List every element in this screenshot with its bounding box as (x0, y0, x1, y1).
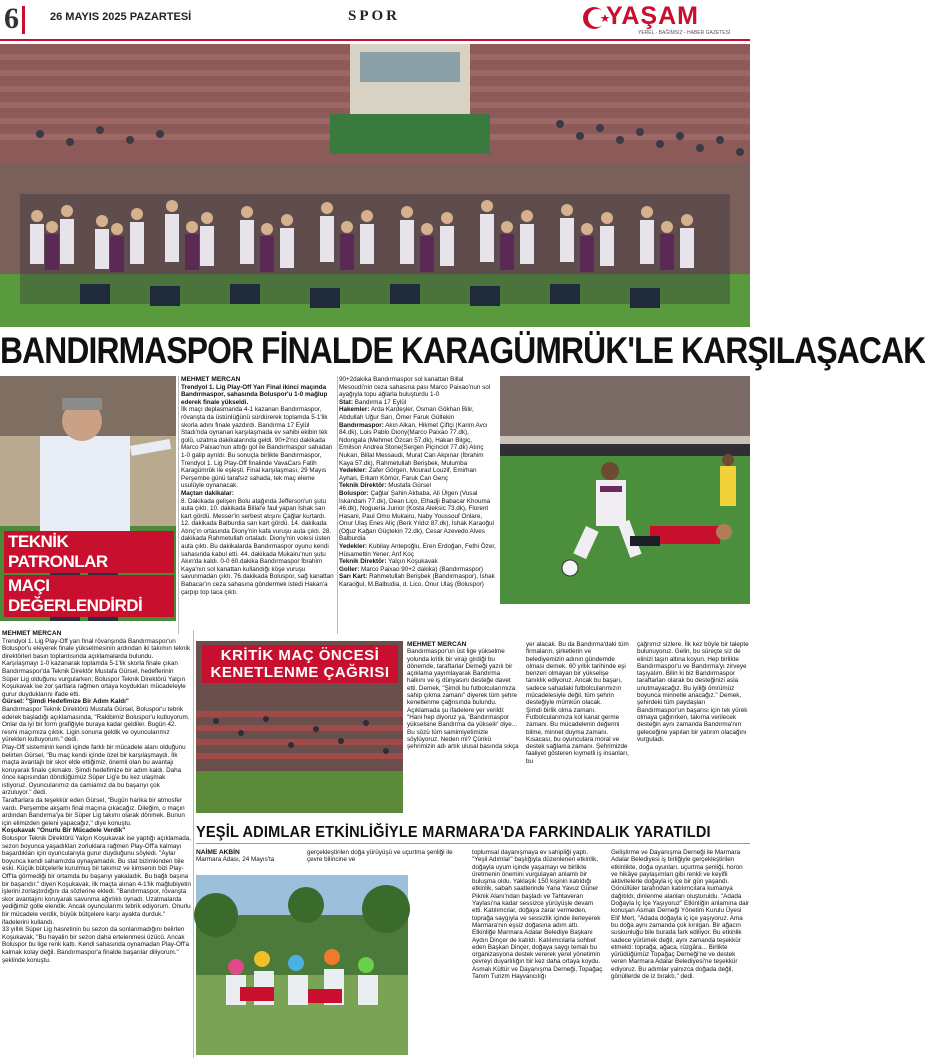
issue-date: 26 MAYIS 2025 PAZARTESİ (50, 11, 192, 23)
lineup-referees: Hakemler: Arda Kardeşler, Osman Gökhan Bilir, Abdullah Uğur Sarı, Ömer Faruk Gültekin (339, 406, 474, 421)
main-article-col-1 (181, 376, 335, 634)
column-divider (193, 630, 194, 1058)
coach-photo-caption (4, 529, 174, 617)
coach-caption-line-1: TEKNİK PATRONLAR (4, 531, 174, 573)
coach-body-5: Boluspor Teknik Direktörü Yalçın Koşukavak ise yaptığı açıklamada, sezon boyunca yaşadıkları zorluklara rağmen Play-Off'a kalmayı başardıkları için oyuncularıyla gurur duyduğunu söyledi. "Aylar boyunca kendi sahamızda oynayamadık. Bu stat bizimkinden bile eski. Küçük bütçelerle kurulmuş bir takımız ve kimsenin bizi Play-Off'ta görmediği bir ortamda bu başarıyı yakaladık. Bu bağlı başına bir başarıdır." diyen Koşukavak, ilk maçta alınan 4-1'lik mağlubiyetin işlerini zorlaştırdığını da sözlerine ekledi. "Bandırmaspor, rövanşta skor avantajını koruyarak savunma ağırlıklı oynadı. Uzatmalarda yediğimiz golle elendik. Ancak oyuncularımı tebrik ediyorum. Onurlu bir mücadele verdik, büyük bütçelere karşı ayakta durduk." ifadelerini kullandı. (2, 835, 192, 926)
header-rule (0, 39, 750, 41)
stadium-crowd-illustration (0, 44, 750, 327)
marmara-col-3 (611, 849, 750, 1057)
marmara-byline: NAİME AKBİN (196, 849, 240, 856)
lineup-stat: Stat: Bandırma 17 Eylül (339, 398, 407, 406)
coach-body-2: Bandırmaspor Teknik Direktörü Mustafa Gürsel, Boluspor'u tebrik ederek başladığı açıklamasında, "Rakibimiz Boluspor'u kutluyorum. Onlar da iyi bir form grafiğiyle buraya kadar geldiler. Bugün 42. resmi maçımıza çıktık. Ligin sonuna geldik ve oyuncularımız yürekten kutluyorum." dedi. (2, 705, 190, 744)
coach-article-column (2, 630, 191, 1058)
coach-body-1: Trendyol 1. Lig Play-Off yarı final rövanşında Bandırmaspor'un Boluspor'u eleyerek finale yükselmesinin ardından iki takımın teknik direktörleri basın toplantısında açıklamalarda bulundu. Karşılaşmayı 1-0 kazanarak toplamda 5-1'lik skorla finale çıkan Bandırmaspor'da Teknik Direktör Mustafa Gürsel, hedeflerinin Süper Lig olduğunu vurgularken; Boluspor Teknik Direktörü Yalçın Koşukavak ise zor şartlara rağmen ortaya koydukları mücadeleyle gurur duyduklarını ifade etti. (2, 637, 191, 698)
marmara-headline: YEŞİL ADIMLAR ETKİNLİĞİYLE MARMARA'DA FARKINDALIK YARATILDI (196, 824, 711, 841)
lineup-reserves-home: Yedekler: Zafer Görgen, Mourad Louzif, Emirhan Ayhan, Erkam Kömür, Faruk Can Genç (339, 467, 477, 482)
supporters-call-title: KRİTİK MAÇ ÖNCESİ KENETLENME ÇAĞRISI (202, 645, 398, 683)
marmara-intro (307, 849, 467, 873)
coach-photo (0, 376, 176, 621)
coach-subhead-1: Gürsel: "Şimdi Hedefimize Bir Adım Kaldı" (2, 698, 129, 706)
supporters-call-box (196, 641, 403, 813)
lineup-yellow-cards: Sarı Kart: Rahmetullah Berişbek (Bandırmaspor), İshak Karaoğul, M.Balbudia, d. Lico, Onur Ulaş (Boluspor) (339, 573, 495, 589)
coach-body-4: Taraftarlara da teşekkür eden Gürsel, "Bugün harika bir atmosfer vardı. Perşembe akşamı final maçına çıkacağız. Dileğim, o maçın ardından Bandırma'ya bir Süper Lig takımı olarak dönmek. Bunun için elimizden geleni yapacağız," diye konuştu. (2, 797, 185, 827)
supporters-body-1: Bandırmaspor'un üst lige yükselme yolunda kritik bir virajı girdiği bu dönemde, taraftarlar Demeği yazılı bir açıklama yayımlayarak Bandırma halkını ve iş dünyasını desteğe davet etti. Demek, "Şimdi bu futbolcularımıza sahip çıkma zamanı" diyerek tüm şehre kenetlenme çağrısında bulundu. Açıklamada şu ifadelere yer verildi: "Hani hep diyoruz ya, 'Bandırmaspor yükselsine Bandırma da yükselir' diye... Bu sözü tüm samimiyetimizle söylüyoruz. Neden mi? Çünkü şehrimizin adı artık ulusal basında sıkça (407, 648, 519, 751)
match-action-photo (500, 376, 750, 604)
coach-caption-line-2: MAÇI DEĞERLENDİRDİ (4, 575, 174, 617)
logo-text: YAŞAM (606, 2, 699, 30)
newspaper-logo[interactable] (578, 0, 746, 36)
lineup-goals: Goller: Marco Paixao 90+2 dakika) (Bandırmaspor) (339, 565, 484, 573)
lineup-bandirmaspor: Bandırmaspor: Akın Alkan, Hikmet Çiftçi (Karim Avcı 84.dk), Lois Pablo Diony(Marco Paixao 77.dk), Ndongala (Mehmet Özcan 57.dk), Hakan Bilgiç, Emilson Andrea Stone(Sergen Piçinciol 77.dk) Atınç Nukan, Billal Messaudi, Murat Can Akpınar (İbrahim Kaya 57.dk), Rahmetullah Berişbek, Mulumba (339, 421, 488, 467)
marmara-rule (196, 843, 750, 844)
supporters-col-2 (526, 641, 630, 813)
supporters-byline: MEHMET MERCAN (407, 641, 467, 648)
lineup-coach-home: Teknik Direktör: Mustafa Gürsel (339, 482, 431, 490)
logo-tagline: YEREL - BAĞIMSIZ - HABER GAZETESİ (638, 30, 731, 36)
supporters-body-3: Şimdi birlik olma zamanı. Futbolcularımıza kol kanat germe zamanı. Bu mücadelenin değerini bilme, minnet duyma zamanı. Kısacası, bu oyunculara moral ve destek sağlama zamanı. Şehrimizde faaliyet gösteren kıymetli iş insanları, bu (526, 706, 629, 765)
page-header (0, 0, 750, 40)
marmara-body-3: Geliştirme ve Dayanışma Derneği ile Marmara Adalar Belediyesi iş birliğiyle gerçekleştirilen etkinlikte, doğa oyunları, uçurtma şenliği, horon ve hikâye paylaşımları gibi renkli ve keyifli aktivitelerle doğayla iç içe bir gün yaşandı. Gönüllüler tarafından katılımcılara kumanya dağıtıldı, dinlenme alanları oluşturuldu. "Adada Doğayla İç İçe Yaşıyoruz" Etkinliğin anlamına dair konuşan Asmalı Derneği Yönetim Kurulu Üyesi Elif Mert, "Adada doğayla iç içe yaşıyoruz. Ama bu doğa aynı zamanda çok kırılgan. Bir ağacın suskunluğu bile burada fark ediliyor. Bu etkinlik sadece yürümek değil, aynı zamanda teşekkür etmekti: toprağa, ağaca, rüzgâra... Birlikte yürüdüğümüz Topağaç Derneği'ne ve destek veren Marmara Adalar Belediyesi'ne teşekkür ediyoruz. Bu adımlar yalnızca doğada değil, gönüllerde de iz bıraktı," dedi. (611, 849, 750, 981)
supporters-body-2: yer alacak. Bu da Bandırma'daki tüm firmaların, şirketlerin ve belediyemizin adının gündemde olması demek. 60 yıllık tarihinde eşi benzeri olmayan bir yükselişe tanıklık ediyoruz. Ancak bu başarı, sadece sahadaki futbolcularımızın mücadelesiyle değil, tüm şehrin desteğiyle mümkün olacak. (526, 641, 629, 707)
players-illustration (500, 376, 750, 604)
lineup-boluspor: Boluspor: Çağlar Şahin Akbaba, Ali Ülgen (Vusal İskandarlı 77.dk), Dean Liço, Elhadji Babacar Khouma 46.dk), Nogueria Junior (Kosta Aleksic 73.dk), Florent Hasani, Paul Omo Mukairu, Naby Youssouf Onlare, Onur Ulaş Enes Aliç (Berk Yıldız 87.dk), İshak Karaoğul (Oğuz Kağan Güçtekin 72.dk), Cesar Azevedo Alves Balburdia (339, 489, 494, 543)
supporters-col-3 (637, 641, 750, 813)
marmara-intro-text: gerçekleştirilen doğa yürüyüşü ve uçurtma şenliği ile çevre bilincine ve (307, 849, 453, 864)
marmara-body-2: toplumsal dayanışmaya ev sahipliği yaptı. "Yeşil Adımlar" başlığıyla düzenlenen etkinlik, doğayla uyum içinde yaşamayı ve birlikte üretmenin önemini vurgulayan anlamlı bir buluşma oldu. Yaklaşık 150 kişinin katıldığı etkinlik, sabah saatlerinde Yana Yavuz Güner Piknik Alanı'ndan başladı ve Tahtaveran Yaylası'na kadar sessizce yürüyüşle devam etti. Katılımcılar, doğaya zarar vermeden, toprağa saygıyla ve sessizlik içinde ilerleyerek Marmara'nın eşsiz doğasına adım attı. Etkinliğe Marmara Adalar Belediye Başkanı Aydın Dinçer de katıldı. Katılımcılarla sohbet eden Başkan Dinçer, doğaya saygı temalı bu organizasyona destek vererek yerel yönetimin çevreyi duyarlılığın bir kez daha ortaya koydu. Asmalı Kültür ve Dayanışma Derneği, Topağaç Tanım Turizm Hayvancılığı (472, 849, 603, 981)
header-accent-bar (22, 6, 25, 34)
main-lead: Trendyol 1. Lig Play-Off Yarı Final ikinci maçında Bandırmaspor, sahasında Boluspor'u 1-0 mağlup ederek finale yükseldi. (181, 383, 328, 406)
page-number: 6 (4, 2, 19, 35)
main-body-2: 8. Dakikada gelişen Bolu atağında Jefferson'un şutu auta çıktı. 10. dakikada Billal'e faul yapan İshak sarı kart gördü. Messer'in serbest atışını Çağlar kurtardı. 12. dakikada Balburdia sarı kart gördü. 14. dakikada Atınç'ın ortasında Diony'nin kafa vuruşu auta çıktı. 28. dakikada Rahmetullah ortaladı. Diony'nin volesi üsten auta çıktı. Bu dakikalarda Bandırmaspor oyunu kendi sahasında kabul etti. 44. dakikada Mukairu'nun şutu Akın'da kaldı. 0-0 60.dakika Bandırmaspor İbrahim Kaya'nın sol kanattan kullandığı köşe vuruşu savunmadan çıktı. 76.dakikada Boluspor, sağ kanattan Babacar'ın ceza sahasına göndermek istedi Hakan'a çarpıp top taca çıktı. (181, 497, 334, 596)
marmara-col-2 (472, 849, 604, 1057)
marmara-byline-block (196, 849, 306, 873)
main-goal-note: 90+2dakika Bandırmaspor sol kanattan Billal Mesoudi'nin ceza sahasına pası Marco Paixao'nun sol ayağıyla topu ağlarla buluşturdu 1-0 (339, 376, 491, 399)
nature-walk-photo (196, 875, 408, 1055)
section-title: SPOR (348, 8, 401, 24)
coach-body-3: Play-Off sisteminin kendi içinde farklı bir mücadele alanı olduğunu belirten Gürsel, "Bu maç kendi içinde özel bir karşılaşmaydı. İlk maçta avantajlı bir skor elde ettiğimiz, önemli olan bu avantajı koruyarak finale çıkmaktı. Şimdi hedefimize bir adım kaldı. Daha önce kapısından döndüğümüz Süper Lig'e bu kez ulaşmak istiyoruz. Oyuncularımız da camiamız da bu başarıyı çok arzuluyor." dedi. (2, 743, 186, 797)
main-byline: MEHMET MERCAN (181, 376, 241, 383)
column-divider (178, 376, 179, 634)
coach-subhead-2: Koşukavak "Onurlu Bir Mücadele Verdik" (2, 827, 126, 835)
team-celebration-photo (0, 44, 750, 327)
column-divider (337, 376, 338, 634)
main-body-1: İlk maçı deplasmanda 4-1 kazanan Bandırmaspor, rövanşta da üstünlüğünü sürdürerek toplamda 5-1'lik skorla adını finale yazdırdı. Bandırma 17 Eylül Stadı'nda oynanan karşılaşmada ev sahibi ekibin tek golü, uzatma dakikalarında geldi. 90+2'nci dakikada Marco Paixao'nun attığı gol ile Bandırmaspor sahadan 1-0 galip ayrıldı. Bu sonuçla birlikte Bandırmaspor, Trendyol 1. Lig Play-Off finalinde VavaCars Fatih Karagümrük ile eşleşti. Final karşılaşması, 29 Mayıs Perşembe günü tarafsız sahada, tek maç eleme usulüyle oynanacak. (181, 406, 333, 490)
coach-byline: MEHMET MERCAN (2, 630, 62, 637)
coach-body-6: 33 yıllık Süper Lig hasretinin bu sezon da sonlanmadığını belirten Koşukavak, "Bu hayalin bir sezon daha ertelenmesi üzücü. Ancak Boluspor bu lige renk kattı. Kendi sahasında oynamadan Play-Off'a kalmak kolay değil. Bandırmaspor'a finalde başarılar diliyorum." şeklinde konuştu. (2, 926, 189, 964)
main-subhead: Maçtan dakikalar: (181, 489, 234, 497)
supporters-body-4: çağrımız sizlere. İlk kez böyle bir talepte bulunuyoruz. Gelin, bu süreçte siz de elinizi taşın altına koyun. Hep birlikte Bandırmaspor'u ve Bandırma'yı zirveye taşıyalım. Bilin ki biz Bandırmaspor taraftarları olarak bu desteğinizi asla unutmayacağız. Bu iyiliği ömrümüz boyunca minnetle anacağız." Demek, şehirdeki tüm paydaşları Bandırmaspor'un başarısı için tek yürek olmaya çağırırken, takıma verilecek desteğin aynı zamanda Bandırma'nın geleceğine yapılan bir yatırım olacağını vurguladı. (637, 641, 749, 743)
main-headline: BANDIRMASPOR FİNALDE KARAGÜMRÜK'LE KARŞILAŞACAK (0, 330, 925, 371)
nature-walk-illustration (196, 875, 408, 1055)
supporters-col-1 (407, 641, 519, 813)
main-article-col-2 (339, 376, 496, 634)
lineup-coach-away: Teknik Direktör: Yalçın Koşukavak (339, 558, 438, 566)
marmara-dateline: Marmara Adası, 24 Mayıs'ta (196, 856, 275, 864)
lineup-reserves-away: Yedekler: Kubilay Antepoğlu, Eren Erdoğan, Fethi Özer, Hüsamettin Yener, Arıf Koç (339, 543, 496, 558)
